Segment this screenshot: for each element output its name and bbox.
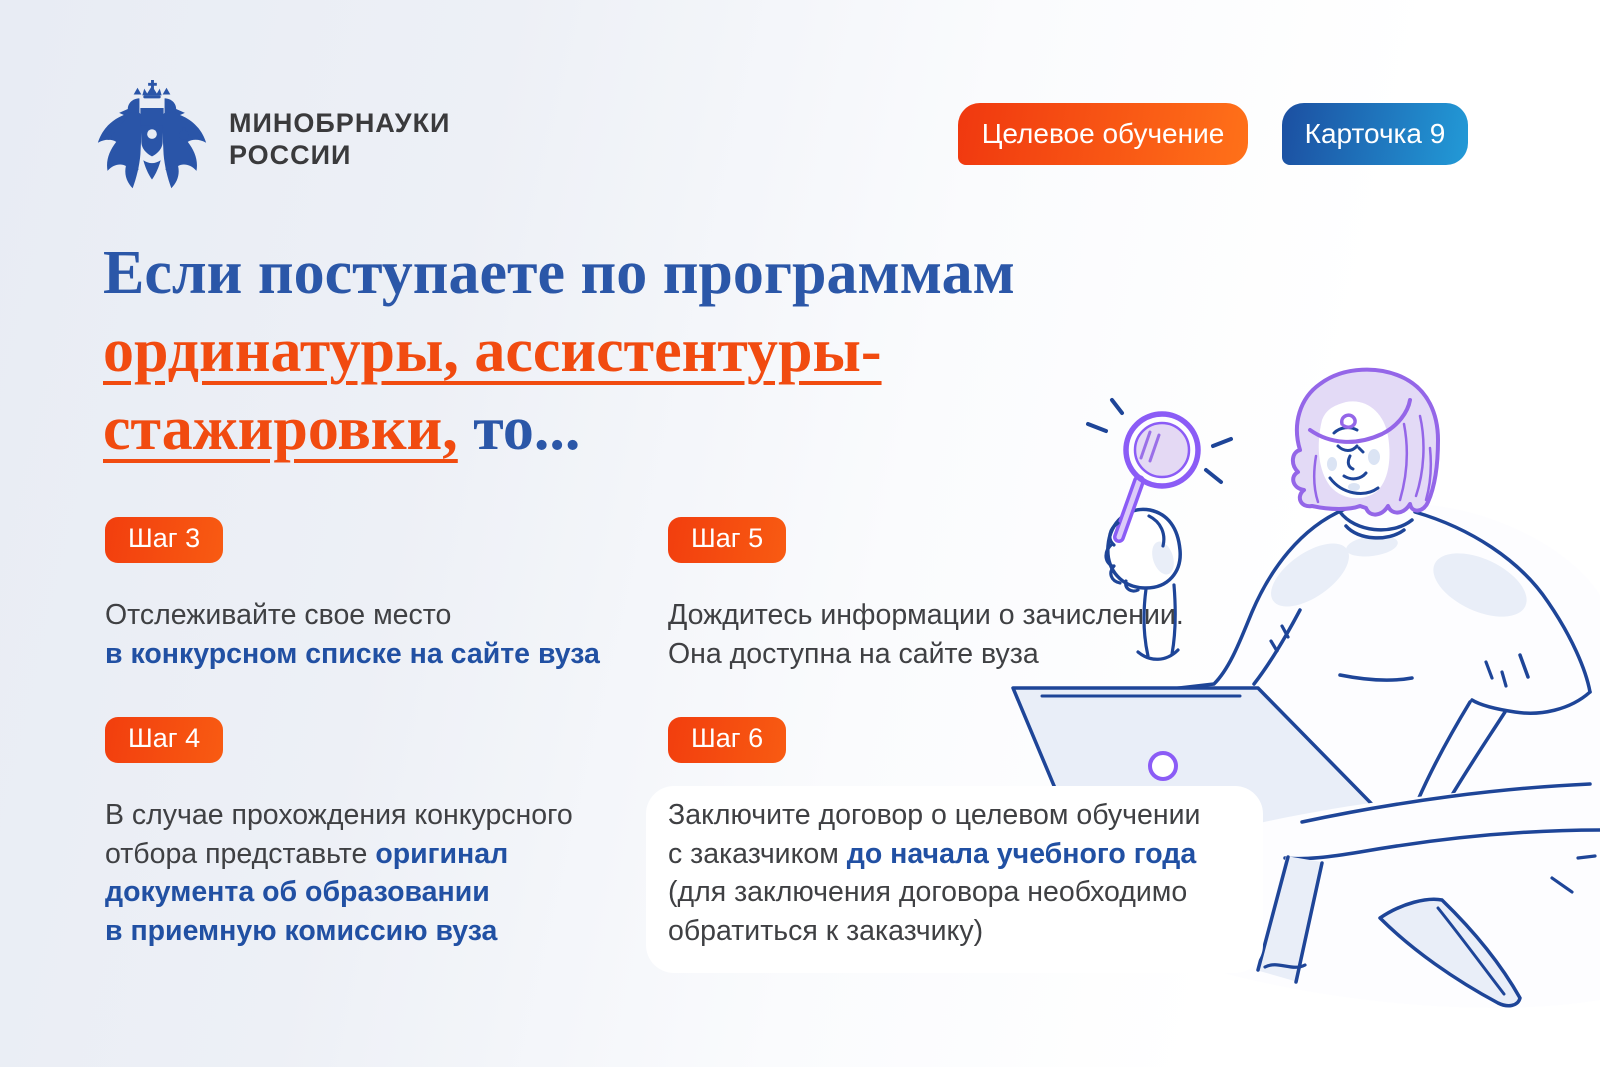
step-3-text: Отслеживайте свое место в конкурсном списке на сайте вуза: [105, 599, 600, 670]
ministry-wordmark-line1: МИНОБРНАУКИ: [229, 108, 451, 138]
magnifying-glass-icon: [1126, 414, 1198, 486]
step-3-block: [105, 517, 680, 673]
step-6-block: [668, 717, 1243, 950]
badge-card-number: [1282, 103, 1468, 165]
step-5-text: Дождитесь информации о зачислении. Она доступна на сайте вуза: [668, 599, 1184, 670]
step-5-badge: Шаг 5: [668, 517, 786, 563]
title-line-1: Если поступаете по программам: [103, 239, 1015, 307]
page-title: [103, 234, 1113, 468]
badge-card-number-label: Карточка 9: [1304, 118, 1446, 149]
badge-targeted-education-label: Целевое обучение: [981, 118, 1225, 149]
badge-targeted-education: [958, 103, 1248, 165]
ministry-wordmark-line2: РОССИИ: [229, 140, 352, 170]
title-line-2: [103, 312, 1113, 390]
title-line-3: стажировки, то...: [103, 395, 581, 463]
step-4-block: [105, 717, 680, 950]
step-5-block: [668, 517, 1243, 673]
step-3-badge: Шаг 3: [105, 517, 223, 563]
step-6-text: Заключите договор о целевом обучении с заказчиком до начала учебного года (для заключения договора необходимо обратиться к заказчику): [668, 799, 1201, 947]
step-4-badge: Шаг 4: [105, 717, 223, 763]
person-head: [1293, 370, 1438, 515]
title-highlight-1: ординатуры, ассистентуры-: [103, 317, 882, 385]
step-4-text: В случае прохождения конкурсного отбора представьте оригинал документа об образовании в приемную комиссию вуза: [105, 799, 573, 947]
title-highlight-2: стажировки,: [103, 395, 458, 463]
coat-of-arms-logo: [94, 79, 210, 195]
ministry-wordmark: [229, 107, 450, 171]
step-6-badge: Шаг 6: [668, 717, 786, 763]
